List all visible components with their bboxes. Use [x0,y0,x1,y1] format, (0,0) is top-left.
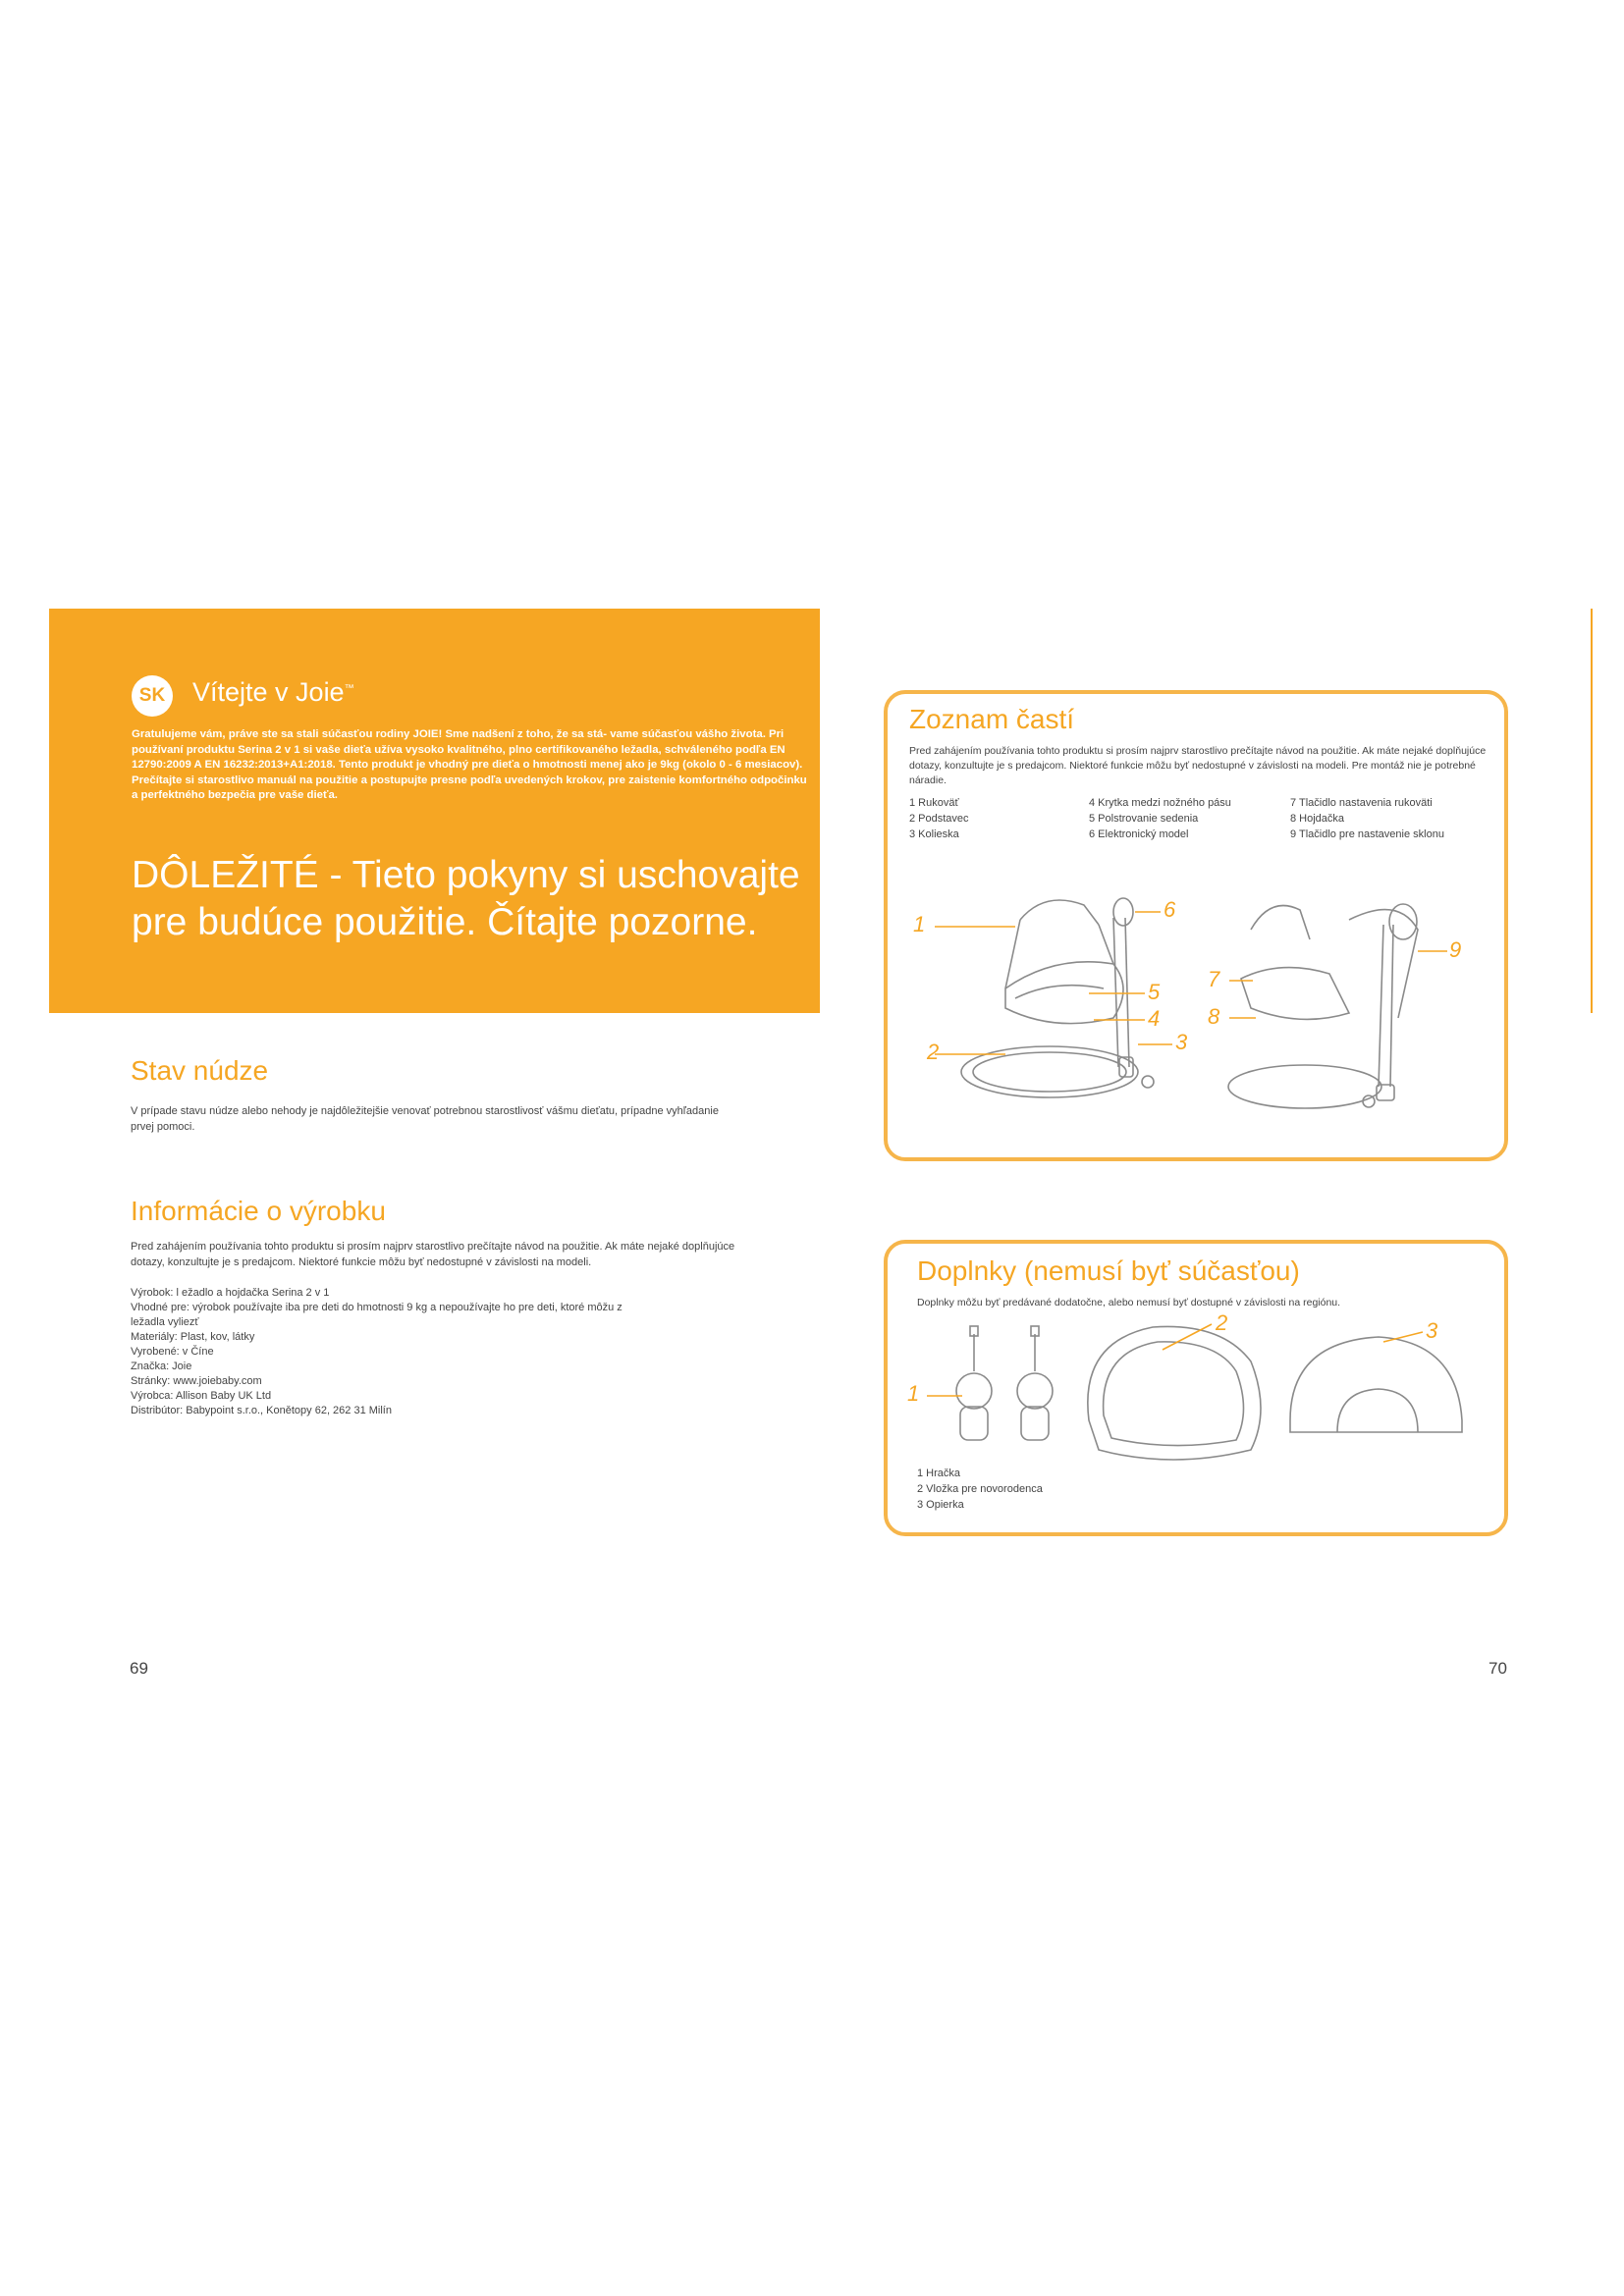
accessories-title: Doplnky (nemusí byť súčasťou) [917,1255,1300,1286]
callout-label: 1 [907,1381,920,1406]
accessory-item: 3 Opierka [917,1499,964,1511]
page-edge-marker [1591,609,1593,1013]
product-info-list [131,1286,759,1418]
callout-label: 2 [1216,1310,1228,1335]
callout-label: 3 [1175,1030,1188,1054]
parts-intro: Pred zahájením používania tohto produktu si prosím najprv starostlivo prečítajte návod na použitie. Ak máte nejaké doplňujúce dotazy, konzultujte je s predajcom. Niektoré funkcie môžu byť nedostupné v závislosti na modeli. Pre montáž nie je potrebné náradie. [909,745,1487,786]
accessories-list [917,1466,1043,1513]
accessory-callout-lines [927,1324,1423,1396]
parts-list-box [884,690,1508,1161]
swing-side-view [1228,904,1418,1108]
important-notice: DÔLEŽITÉ - Tieto pokyny si uschovajte pre budúce použitie. Čítajte pozorne. [132,854,800,943]
product-info-title: Informácie o výrobku [131,1196,386,1226]
part-item: 1 Rukoväť [909,797,959,809]
trademark-mark: ™ [344,683,354,694]
page-number-left: 69 [130,1659,148,1678]
callout-label: 9 [1449,937,1462,962]
newborn-insert [1088,1326,1261,1460]
callout-label: 6 [1164,897,1176,922]
callout-label: 7 [1208,967,1220,991]
callout-label: 1 [913,912,926,936]
callout-lines [935,912,1447,1054]
callout-label: 5 [1148,980,1161,1004]
swing-front-view [961,898,1154,1097]
callout-label: 4 [1148,1006,1161,1031]
accessories-intro: Doplnky môžu byť predávané dodatočne, alebo nemusí byť dostupné v závislosti na regiónu. [917,1297,1341,1308]
part-item: 6 Elektronický model [1089,828,1189,840]
accessory-item: 1 Hračka [917,1468,961,1479]
accessories-box [884,1240,1508,1536]
product-info-line: Značka: Joie [131,1361,192,1372]
product-info-intro: Pred zahájením používania tohto produktu si prosím najprv starostlivo prečítajte návod na použitie. Ak máte nejaké doplňujúce dotazy, konzultujte je s predajcom. Niektoré funkcie môžu byť nedostupné v závislosti na modeli. [131,1241,735,1268]
page-number-right: 70 [1489,1659,1507,1678]
language-badge: SK [132,675,173,717]
welcome-title [192,677,354,708]
headrest-cushion [1290,1337,1462,1432]
part-item: 8 Hojdačka [1290,813,1345,825]
part-item: 4 Krytka medzi nožného pásu [1089,797,1231,809]
product-info-line: Výrobok: l ežadlo a hojdačka Serina 2 v 1 [131,1287,330,1299]
callout-label: 2 [927,1040,940,1064]
product-parts-illustration [888,694,1504,1157]
part-item: 5 Polstrovanie sedenia [1089,813,1199,825]
product-info-line: Stránky: www.joiebaby.com [131,1375,262,1387]
parts-title: Zoznam častí [909,704,1075,734]
welcome-title-text: Vítejte v Joie [192,677,345,707]
product-info-line: Výrobca: Allison Baby UK Ltd [131,1390,272,1402]
part-item: 3 Kolieska [909,828,959,840]
product-info-line: Materiály: Plast, kov, látky [131,1331,255,1343]
callout-label: 3 [1426,1318,1438,1343]
emergency-text: V prípade stavu núdze alebo nehody je najdôležitejšie venovať potrebnou starostlivosť vášmu dieťatu, prípadne vyhľadanie prvej pomoci. [131,1105,719,1133]
emergency-title: Stav núdze [131,1055,269,1086]
welcome-text: Gratulujeme vám, práve ste sa stali súčasťou rodiny JOIE! Sme nadšení z toho, že sa stá- vame súčasťou vášho života. Pri používaní produktu Serina 2 v 1 si vaše dieťa užíva vysoko kvalitného, plno certifikovaného ležadla, schváleného podľa EN 12790:2009 A EN 16232:2013+A1:2018. Tento produkt je vhodný pre dieťa o hmotnosti menej ako je 9kg (okolo 0 - 6 mesiacov). Prečítajte si starostlivo manuál na použitie a postupujte presne podľa uvedených krokov, pre zaistenie komfortného odpočinku a perfektného bezpečia pre vaše dieťa. [132,728,807,801]
callout-label: 8 [1208,1004,1220,1029]
product-info-line: Vyrobené: v Číne [131,1346,214,1358]
product-info-line: Vhodné pre: výrobok používajte iba pre deti do hmotnosti 9 kg a nepoužívajte ho pre deti, ktoré môžu z [131,1302,623,1313]
product-info-line: ležadla vyliezť [131,1316,199,1328]
part-item: 7 Tlačidlo nastavenia rukoväti [1290,797,1433,809]
part-item: 2 Podstavec [909,813,969,825]
accessory-item: 2 Vložka pre novorodenca [917,1483,1043,1495]
product-info-line: Distribútor: Babypoint s.r.o., Konětopy 62, 262 31 Milín [131,1405,392,1416]
toy-figures [956,1326,1053,1440]
part-item: 9 Tlačidlo pre nastavenie sklonu [1290,828,1444,840]
welcome-banner [49,609,820,1013]
